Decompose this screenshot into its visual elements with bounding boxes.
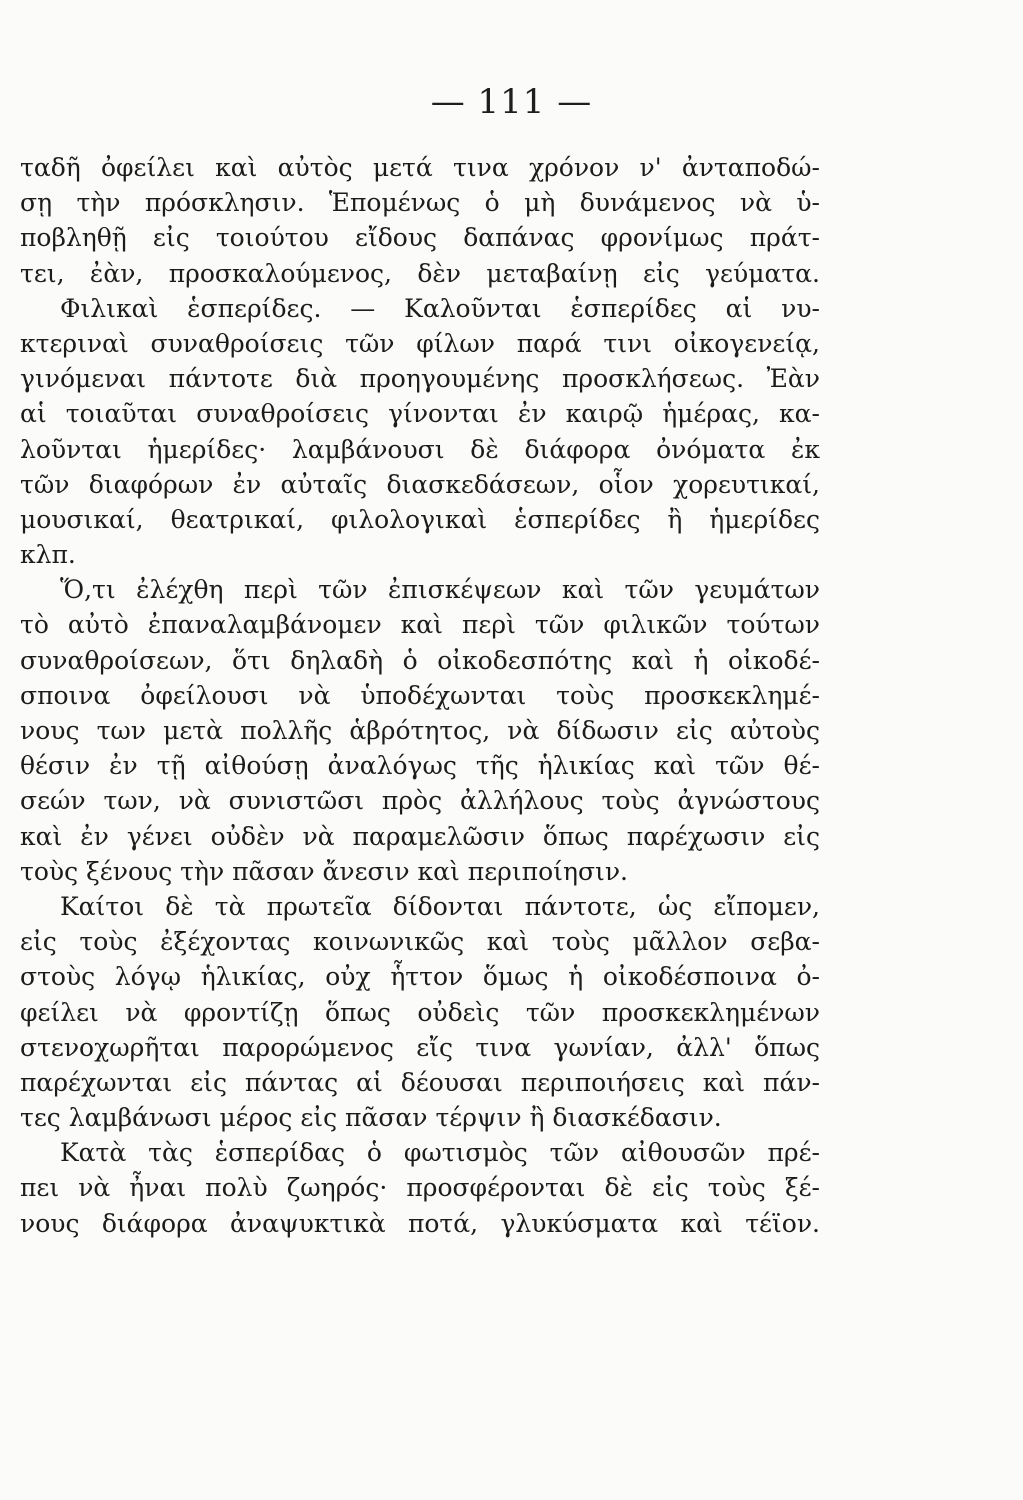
text-line: τες λαμβάνωσι μέρος εἰς πᾶσαν τέρψιν ἢ διασκέδασιν.: [20, 1103, 722, 1133]
text-line: πει νὰ ἦναι πολὺ ζωηρός· προσφέρονται δὲ εἰς τοὺς ξέ-: [20, 1173, 820, 1203]
text-line: Ὅ,τι ἐλέχθη περὶ τῶν ἐπισκέψεων καὶ τῶν γευμάτων: [60, 575, 820, 605]
text-line: θέσιν ἐν τῇ αἰθούσῃ ἀναλόγως τῆς ἡλικίας καὶ τῶν θέ-: [20, 751, 820, 781]
text-line: φείλει νὰ φροντίζῃ ὅπως οὐδεὶς τῶν προσκεκλημένων: [20, 997, 820, 1027]
text-line: παρέχωνται εἰς πάντας αἱ δέουσαι περιποιήσεις καὶ πάν-: [20, 1067, 820, 1097]
text-line: μουσικαί, θεατρικαί, φιλολογικαὶ ἑσπερίδες ἢ ἡμερίδες: [20, 504, 820, 534]
text-line: Κατὰ τὰς ἑσπερίδας ὁ φωτισμὸς τῶν αἰθουσῶν πρέ-: [60, 1138, 820, 1168]
text-line: γινόμεναι πάντοτε διὰ προηγουμένης προσκλήσεως. Ἐὰν: [20, 364, 820, 394]
text-line: νους διάφορα ἀναψυκτικὰ ποτά, γλυκύσματα καὶ τέϊον.: [20, 1208, 820, 1238]
text-line: ταδῆ ὀφείλει καὶ αὐτὸς μετά τινα χρόνον ν' ἀνταποδώ-: [20, 153, 820, 182]
text-line: τοὺς ξένους τὴν πᾶσαν ἄνεσιν καὶ περιποίησιν.: [20, 856, 628, 886]
text-line: αἱ τοιαῦται συναθροίσεις γίνονται ἐν καιρῷ ἡμέρας, κα-: [20, 399, 820, 429]
text-line: εἰς τοὺς ἐξέχοντας κοινωνικῶς καὶ τοὺς μᾶλλον σεβα-: [20, 927, 820, 957]
text-line: Καίτοι δὲ τὰ πρωτεῖα δίδονται πάντοτε, ὡς εἴπομεν,: [60, 891, 820, 921]
text-line: σποινα ὀφείλουσι νὰ ὑποδέχωνται τοὺς προσκεκλημέ-: [20, 680, 820, 710]
text-line: κτεριναὶ συναθροίσεις τῶν φίλων παρά τινι οἰκογενείᾳ,: [20, 328, 820, 358]
text-line: σῃ τὴν πρόσκλησιν. Ἑπομένως ὁ μὴ δυνάμενος νὰ ὑ-: [20, 188, 820, 218]
text-line: ποβληθῇ εἰς τοιούτου εἴδους δαπάνας φρονίμως πράτ-: [20, 223, 820, 253]
text-line: στενοχωρῆται παρορώμενος εἴς τινα γωνίαν, ἀλλ' ὅπως: [20, 1032, 820, 1062]
text-line: Φιλικαὶ ἑσπερίδες. — Καλοῦνται ἑσπερίδες αἱ νυ-: [60, 293, 820, 323]
text-line: τει, ἐὰν, προσκαλούμενος, δὲν μεταβαίνῃ εἰς γεύματα.: [20, 258, 820, 288]
text-line: στοὺς λόγῳ ἡλικίας, οὐχ ἧττον ὅμως ἡ οἰκοδέσποινα ὀ-: [20, 962, 820, 992]
text-line: κλπ.: [20, 540, 76, 570]
page-number: — 111 —: [430, 82, 593, 122]
text-line: τῶν διαφόρων ἐν αὐταῖς διασκεδάσεων, οἷον χορευτικαί,: [20, 469, 820, 499]
text-line: καὶ ἐν γένει οὐδὲν νὰ παραμελῶσιν ὅπως παρέχωσιν εἰς: [20, 821, 820, 851]
text-line: λοῦνται ἡμερίδες· λαμβάνουσι δὲ διάφορα ὀνόματα ἐκ: [20, 434, 820, 464]
text-line: σεών των, νὰ συνιστῶσι πρὸς ἀλλήλους τοὺς ἀγνώστους: [20, 786, 820, 816]
body-text: [20, 150, 820, 1241]
text-line: τὸ αὐτὸ ἐπαναλαμβάνομεν καὶ περὶ τῶν φιλικῶν τούτων: [20, 610, 820, 640]
text-line: συναθροίσεων, ὅτι δηλαδὴ ὁ οἰκοδεσπότης καὶ ἡ οἰκοδέ-: [20, 645, 820, 675]
text-line: νους των μετὰ πολλῆς ἁβρότητος, νὰ δίδωσιν εἰς αὐτοὺς: [20, 716, 820, 745]
